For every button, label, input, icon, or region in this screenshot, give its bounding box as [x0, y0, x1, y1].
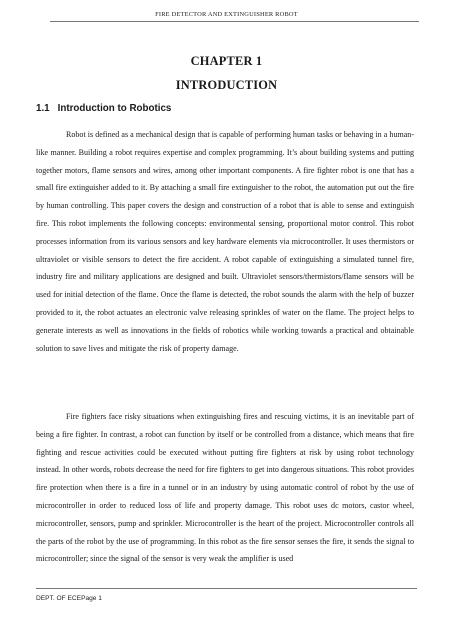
section-title: Introduction to Robotics — [57, 103, 172, 114]
page-footer: DEPT. OF ECEPage 1 — [36, 595, 102, 602]
footer-divider — [36, 588, 417, 589]
body-paragraph-2 — [36, 408, 414, 568]
body-paragraph-1 — [36, 126, 414, 357]
chapter-number: CHAPTER 1 — [190, 54, 263, 68]
body-paragraph-1-text: Robot is defined as a mechanical design that is capable of performing human tasks or behaving in a human-like manner. Building a robot requires expertise and complex programming. It’s about building systems and putting together motors, flame sensors and wires, among other important components. A fire fighter robot is one that has a small fire extinguisher added to it. By attaching a small fire extinguisher to the robot, the automation put out the fire by human controlling. This paper covers the design and construction of a robot that is able to sense and extinguish fire. This robot implements the following concepts: environmental sensing, proportional motor control. This robot processes information from its various sensors and key hardware elements via microcontroller. It uses thermistors or ultraviolet or visible sensors to detect the fire accident. A robot capable of extinguishing a simulated tunnel fire, industry fire and military applications are designed and built. Ultraviolet sensors/thermistors/flame sensors will be used for initial detection of the flame. Once the flame is detected, the robot sounds the alarm with the help of buzzer provided to it, the robot actuates an electronic valve releasing sprinkles of water on the flame. The project helps to generate interests as well as innovations in the fields of robotics while working towards a practical and obtainable solution to save lives and mitigate the risk of property damage. — [36, 130, 414, 353]
body-paragraph-2-text: Fire fighters face risky situations when extinguishing fires and rescuing victims, it is an inevitable part of being a fire fighter. In contrast, a robot can function by itself or be controlled from a distance, which means that fire fighting and rescue activities could be executed without putting fire fighters at risk by using robot technology instead. In other words, robots decrease the need for fire fighters to get into dangerous situations. This robot provides fire protection when there is a fire in a tunnel or in an industry by using automatic control of robot by the use of microcontroller in order to reduced loss of life and property damage. This robot uses dc motors, castor wheel, microcontroller, sensors, pump and sprinkler. Microcontroller is the heart of the project. Microcontroller controls all the parts of the robot by the use of programming. In this robot as the fire sensor senses the fire, it sends the signal to microcontroller; since the signal of the sensor is very weak the amplifier is used — [36, 412, 414, 564]
header-divider — [50, 21, 419, 22]
section-heading — [36, 103, 171, 114]
section-number: 1.1 — [36, 103, 50, 114]
running-header: FIRE DETECTOR AND EXTINGUISHER ROBOT — [155, 11, 298, 18]
chapter-title: INTRODUCTION — [175, 78, 278, 92]
